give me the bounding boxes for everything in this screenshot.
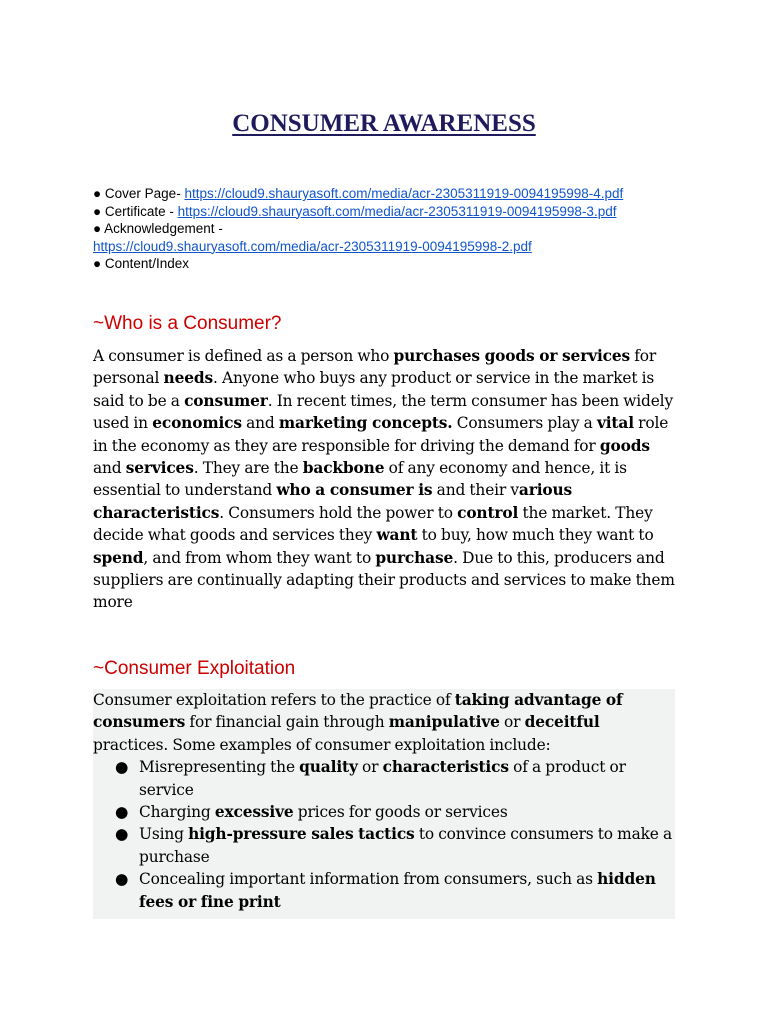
- list-item: ● Misrepresenting the quality or characteristics of a product or service: [115, 758, 626, 799]
- exploitation-block: [93, 689, 675, 919]
- exploitation-paragraph: Consumer exploitation refers to the practice of taking advantage of consumers for financial gain through manipulative or deceitful practices. Some examples of consumer exploitation include:: [93, 691, 623, 754]
- acknowledgement-link[interactable]: https://cloud9.shauryasoft.com/media/acr-2305311919-0094195998-2.pdf: [93, 238, 532, 254]
- link-label: ● Cover Page-: [93, 186, 185, 201]
- list-item: ● Charging excessive prices for goods or services: [93, 801, 675, 823]
- list-item: ● Concealing important information from consumers, such as hidden fees or fine print: [115, 870, 656, 911]
- consumer-paragraph: A consumer is defined as a person who purchases goods or services for personal needs. Anyone who buys any product or service in the market is said to be a consumer. In recent times, the term consumer has been widely used in economics and marketing concepts. Consumers play a vital role in the economy as they are responsible for driving the demand for goods and services. They are the backbone of any economy and hence, it is essential to understand who a consumer is and their various characteristics. Consumers hold the power to control the market. They decide what goods and services they want to buy, how much they want to spend, and from whom they want to purchase. Due to this, producers and suppliers are continually adapting their products and services to make them more: [93, 347, 675, 612]
- bullet-icon: ●: [115, 803, 129, 822]
- bullet-icon: ●: [115, 825, 129, 844]
- list-item: [93, 185, 693, 203]
- bullet-icon: ●: [115, 870, 129, 889]
- list-item: [93, 220, 693, 238]
- link-label: ● Content/Index: [93, 256, 189, 271]
- list-item: [93, 255, 693, 273]
- link-list: [93, 185, 693, 273]
- bullet-icon: ●: [115, 758, 129, 777]
- cover-page-link[interactable]: https://cloud9.shauryasoft.com/media/acr-2305311919-0094195998-4.pdf: [184, 186, 624, 201]
- list-item: [93, 203, 693, 221]
- section-heading: ~Consumer Exploitation: [93, 658, 296, 679]
- list-item: [93, 238, 693, 256]
- section-heading: ~Who is a Consumer?: [93, 313, 282, 334]
- link-label: ● Acknowledgement -: [93, 221, 223, 236]
- certificate-link[interactable]: https://cloud9.shauryasoft.com/media/acr-2305311919-0094195998-3.pdf: [177, 203, 617, 219]
- page-title: CONSUMER AWARENESS: [232, 110, 536, 137]
- exploitation-list: [93, 756, 675, 913]
- list-item: ● Using high-pressure sales tactics to convince consumers to make a purchase: [115, 825, 673, 866]
- link-label: ● Certificate -: [93, 203, 178, 219]
